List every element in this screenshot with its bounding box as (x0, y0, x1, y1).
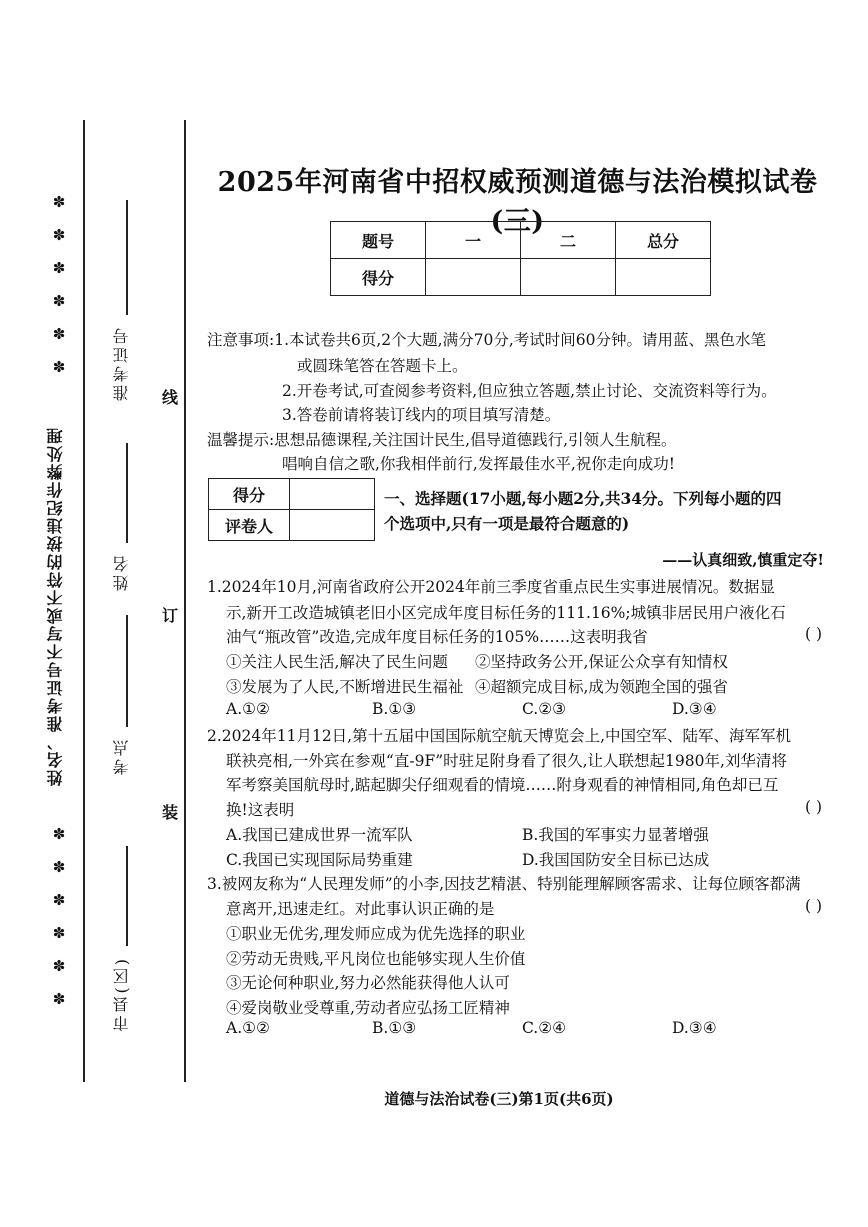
q2-answer-paren[interactable]: ( ) (804, 798, 822, 816)
q3-option-3: ③无论何种职业,努力必然能获得他人认可 (226, 974, 510, 992)
grader-name-cell[interactable] (290, 510, 375, 541)
q2-choice-a: A.我国已建成世界一流军队 (226, 826, 413, 844)
q2-choice-c: C.我国已实现国际局势重建 (226, 851, 413, 869)
section1-heading-2: 个选项中,只有一项是最符合题意的) (384, 514, 630, 533)
q1-line-2: 示,新开工改造城镇老旧小区完成年度目标任务的111.16%;城镇非居民用户液化石 (226, 604, 786, 622)
q3-choice-c: C.②④ (522, 1019, 567, 1037)
score-header-total: 总分 (616, 222, 711, 259)
star-decoration-bottom: ✽ ✽ ✽ ✽ ✽ ✽ (52, 825, 66, 1008)
binding-seal-char: 装 (162, 803, 179, 822)
q1-line-1: 1.2024年10月,河南省政府公开2024年前三季度省重点民生实事进展情况。数据显 (207, 578, 775, 596)
q3-option-1: ①职业无优劣,理发师应成为优先选择的职业 (226, 925, 526, 943)
site-label: 考点 (112, 737, 131, 775)
name-label: 姓名 (112, 553, 131, 591)
score-row-label: 得分 (331, 259, 426, 296)
tips-text-2: 唱响自信之歌,你我相伴前行,发挥最佳水平,祝你走向成功! (282, 455, 676, 473)
q3-line-1: 3.被网友称为“人民理发师”的小李,因技艺精湛、特别能理解顾客需求、让每位顾客都满 (207, 875, 801, 893)
grader-name-label: 评卷人 (209, 510, 290, 541)
q3-option-2: ②劳动无贵贱,平凡岗位也能够实现人生价值 (226, 950, 526, 968)
notes-item-2: 2.开卷考试,可查阅参考资料,但应独立答题,禁止讨论、交流资料等行为。 (282, 382, 777, 400)
q3-option-4: ④爱岗敬业受尊重,劳动者应弘扬工匠精神 (226, 999, 510, 1017)
q2-choice-b: B.我国的军事实力显著增强 (522, 826, 709, 844)
score-header-number: 题号 (331, 222, 426, 259)
q1-option-2: ②坚持政务公开,保证公众享有知情权 (475, 653, 728, 671)
score-cell-total[interactable] (616, 259, 711, 296)
score-cell-part1[interactable] (426, 259, 521, 296)
grader-table (208, 478, 375, 541)
binding-line-char: 线 (162, 388, 179, 407)
page-title: 2025年河南省中招权威预测道德与法治模拟试卷(三) (217, 167, 818, 237)
score-header-part1: 一 (426, 222, 521, 259)
city-label: 市县(区) (112, 956, 131, 1032)
binding-bind-char: 订 (162, 606, 179, 625)
q3-line-2: 意离开,迅速走红。对此事认识正确的是 (226, 900, 495, 918)
score-table (330, 221, 711, 296)
q2-line-3: 军考察美国航母时,踮起脚尖仔细观看的情境……附身观看的神情相同,角色却已互 (226, 776, 779, 794)
q2-line-2: 联袂亮相,一外宾在参观“直-9F”时驻足附身看了很久,让人联想起1980年,刘华清将 (226, 752, 787, 770)
section1-heading-1: 一、选择题(17小题,每小题2分,共34分。下列每小题的四 (384, 489, 782, 508)
binding-inner-line (184, 120, 186, 1082)
binding-warning: 姓名、准考证号不写或不符的按违纪作弊处理 (46, 426, 65, 786)
q1-option-4: ④超额完成目标,成为领跑全国的强省 (475, 678, 728, 696)
q1-choice-d: D.③④ (672, 700, 717, 718)
q2-line-4: 换!这表明 (226, 801, 295, 819)
score-header-part2: 二 (521, 222, 616, 259)
tips-label: 温馨提示: (207, 431, 275, 449)
q3-choice-b: B.①③ (372, 1019, 417, 1037)
notes-label: 注意事项: (207, 331, 275, 349)
q2-line-1: 2.2024年11月12日,第十五届中国国际航空航天博览会上,中国空军、陆军、海军军机 (207, 727, 792, 745)
section1-motto: ——认真细致,慎重定夺! (662, 551, 824, 569)
exam-id-field[interactable] (126, 200, 128, 315)
q3-answer-paren[interactable]: ( ) (804, 897, 822, 915)
name-field[interactable] (126, 443, 128, 543)
q1-option-1: ①关注人民生活,解决了民生问题 (226, 653, 448, 671)
q3-choice-a: A.①② (226, 1019, 270, 1037)
q1-answer-paren[interactable]: ( ) (804, 625, 822, 643)
q3-choice-d: D.③④ (672, 1019, 717, 1037)
tips-line-1 (207, 428, 677, 450)
star-decoration-top: ✽ ✽ ✽ ✽ ✽ ✽ (52, 193, 66, 376)
binding-outer-line (83, 120, 85, 1082)
notes-item-1: 1.本试卷共6页,2个大题,满分70分,考试时间60分钟。请用蓝、黑色水笔 (274, 331, 766, 349)
notes-item-3: 3.答卷前请将装订线内的项目填写清楚。 (282, 406, 561, 424)
exam-id-label: 准考证号 (112, 325, 131, 401)
q1-choice-a: A.①② (226, 700, 270, 718)
grader-score-cell[interactable] (290, 479, 375, 510)
q1-line-3: 油气“瓶改管”改造,完成年度目标任务的105%……这表明我省 (226, 628, 648, 646)
q2-choice-d: D.我国国防安全目标已达成 (522, 851, 710, 869)
q1-option-3: ③发展为了人民,不断增进民生福祉 (226, 678, 464, 696)
notes-line-1 (207, 328, 766, 350)
page-footer: 道德与法治试卷(三)第1页(共6页) (384, 1090, 614, 1108)
q1-choice-c: C.②③ (522, 700, 567, 718)
q1-choice-b: B.①③ (372, 700, 417, 718)
tips-text-1: 思想品德课程,关注国计民生,倡导道德践行,引领人生航程。 (274, 431, 677, 449)
city-field[interactable] (126, 846, 128, 946)
score-cell-part2[interactable] (521, 259, 616, 296)
grader-score-label: 得分 (209, 479, 290, 510)
site-field[interactable] (126, 615, 128, 727)
notes-item-1-cont: 或圆珠笔答在答题卡上。 (297, 357, 468, 375)
